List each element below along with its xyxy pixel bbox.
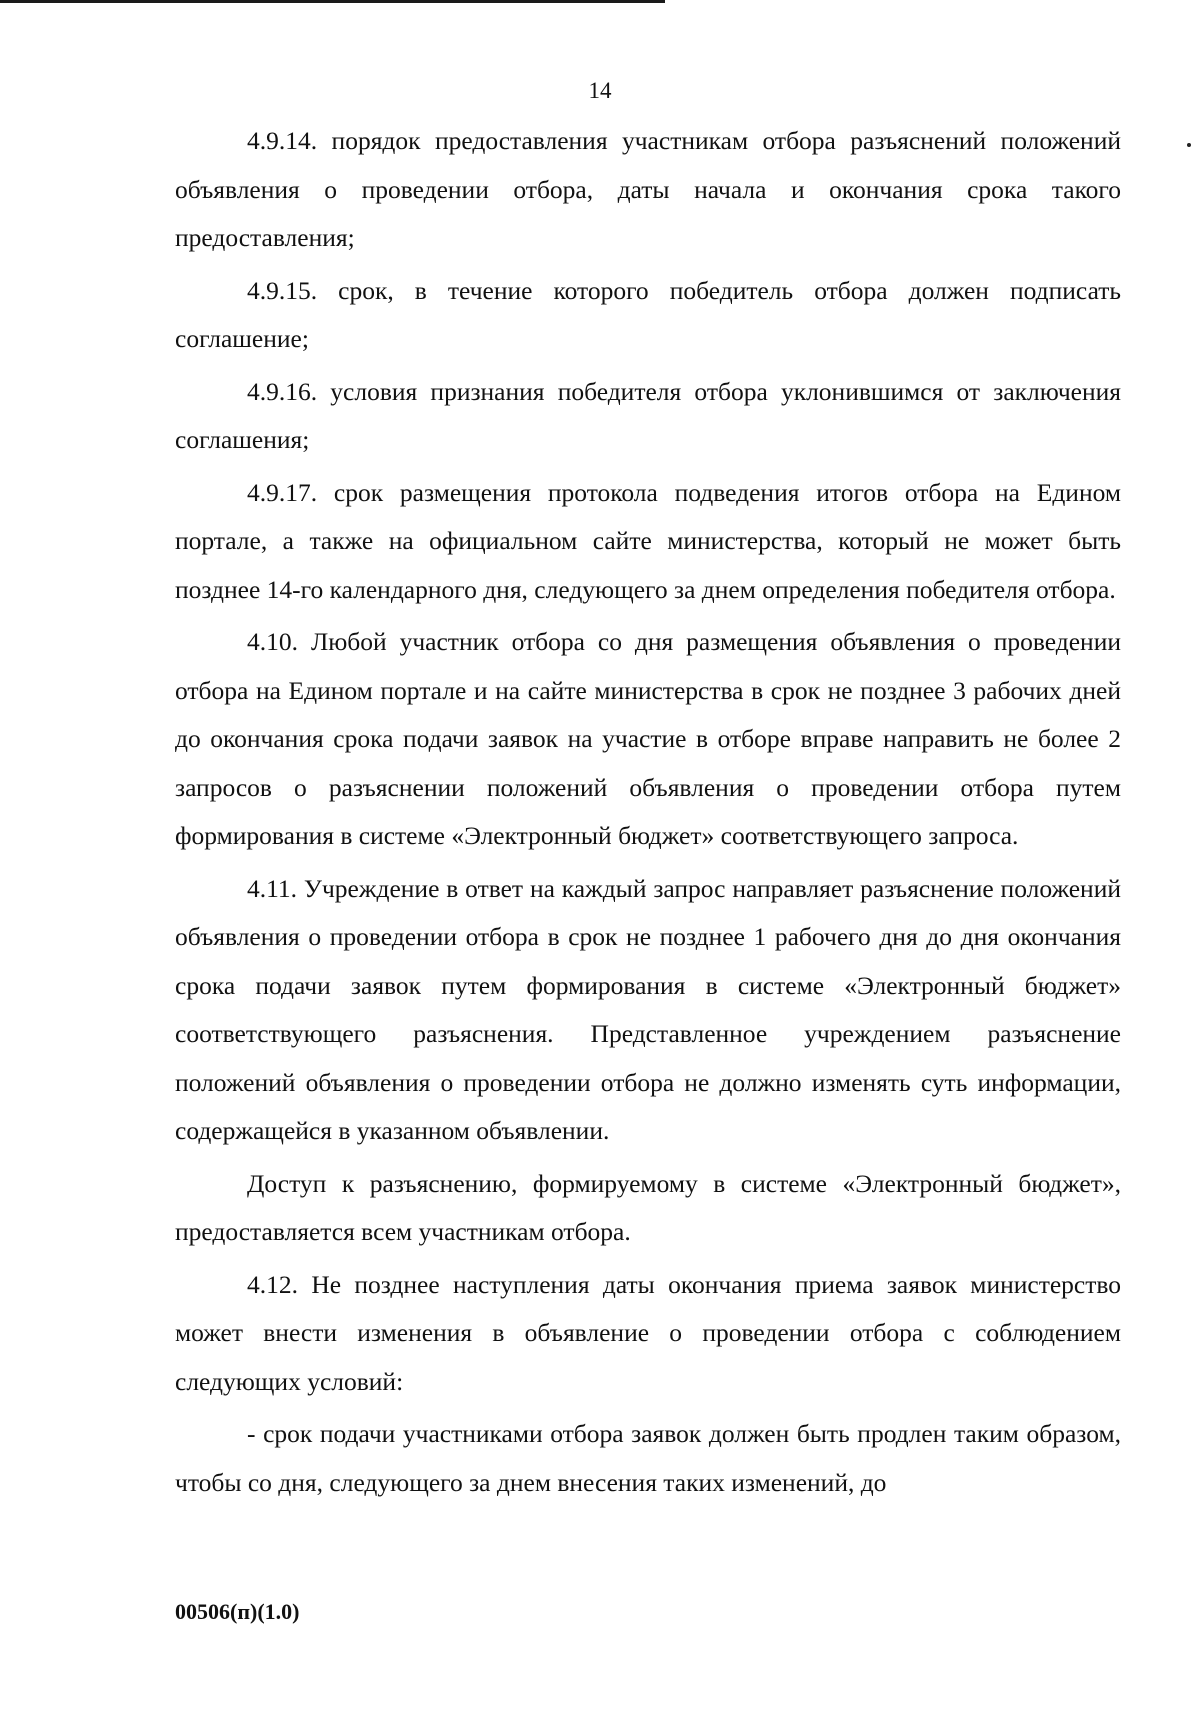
- paragraph-4-10: 4.10. Любой участник отбора со дня размещения объявления о проведении отбора на Едином портале и на сайте министерства в срок не позднее 3 рабочих дней до окончания срока подачи заявок на участие в отборе вправе направить не более 2 запросов о разъяснении положений объявления о проведении отбора путем формирования в системе «Электронный бюджет» соответствующего запроса.: [175, 627, 1121, 850]
- paragraph-deadline-condition: - срок подачи участниками отбора заявок должен быть продлен таким образом, чтобы со дня, следующего за днем внесения таких изменений, до: [175, 1419, 1121, 1497]
- paragraph-4-11: 4.11. Учреждение в ответ на каждый запрос направляет разъяснение положений объявления о проведении отбора в срок не позднее 1 рабочего дня до дня окончания срока подачи заявок путем формирования в системе «Электронный бюджет» соответствующего разъяснения. Представленное учреждением разъяснение положений объявления о проведении отбора не должно изменять суть информации, содержащейся в указанном объявлении.: [175, 873, 1121, 1145]
- document-code: 00506(п)(1.0): [175, 1599, 300, 1624]
- document-body: [175, 117, 1121, 1511]
- paragraph-4-9-17: 4.9.17. срок размещения протокола подведения итогов отбора на Едином портале, а также на официальном сайте министерства, который не может быть позднее 14-го календарного дня, следующего за днем определения победителя отбора.: [175, 477, 1121, 604]
- page-number: 14: [588, 78, 612, 103]
- paragraph-4-9-16: 4.9.16. условия признания победителя отбора уклонившимся от заключения соглашения;: [175, 376, 1121, 454]
- scan-speck: [1187, 143, 1191, 147]
- paragraph-access: Доступ к разъяснению, формируемому в системе «Электронный бюджет», предоставляется всем участникам отбора.: [175, 1168, 1121, 1246]
- paragraph-4-9-15: 4.9.15. срок, в течение которого победитель отбора должен подписать соглашение;: [175, 275, 1121, 353]
- paragraph-4-9-14: 4.9.14. порядок предоставления участникам отбора разъяснений положений объявления о проведении отбора, даты начала и окончания срока такого предоставления;: [175, 126, 1121, 252]
- paragraph-4-12: 4.12. Не позднее наступления даты окончания приема заявок министерство может внести изменения в объявление о проведении отбора с соблюдением следующих условий:: [175, 1269, 1121, 1396]
- top-border-line: [0, 0, 665, 3]
